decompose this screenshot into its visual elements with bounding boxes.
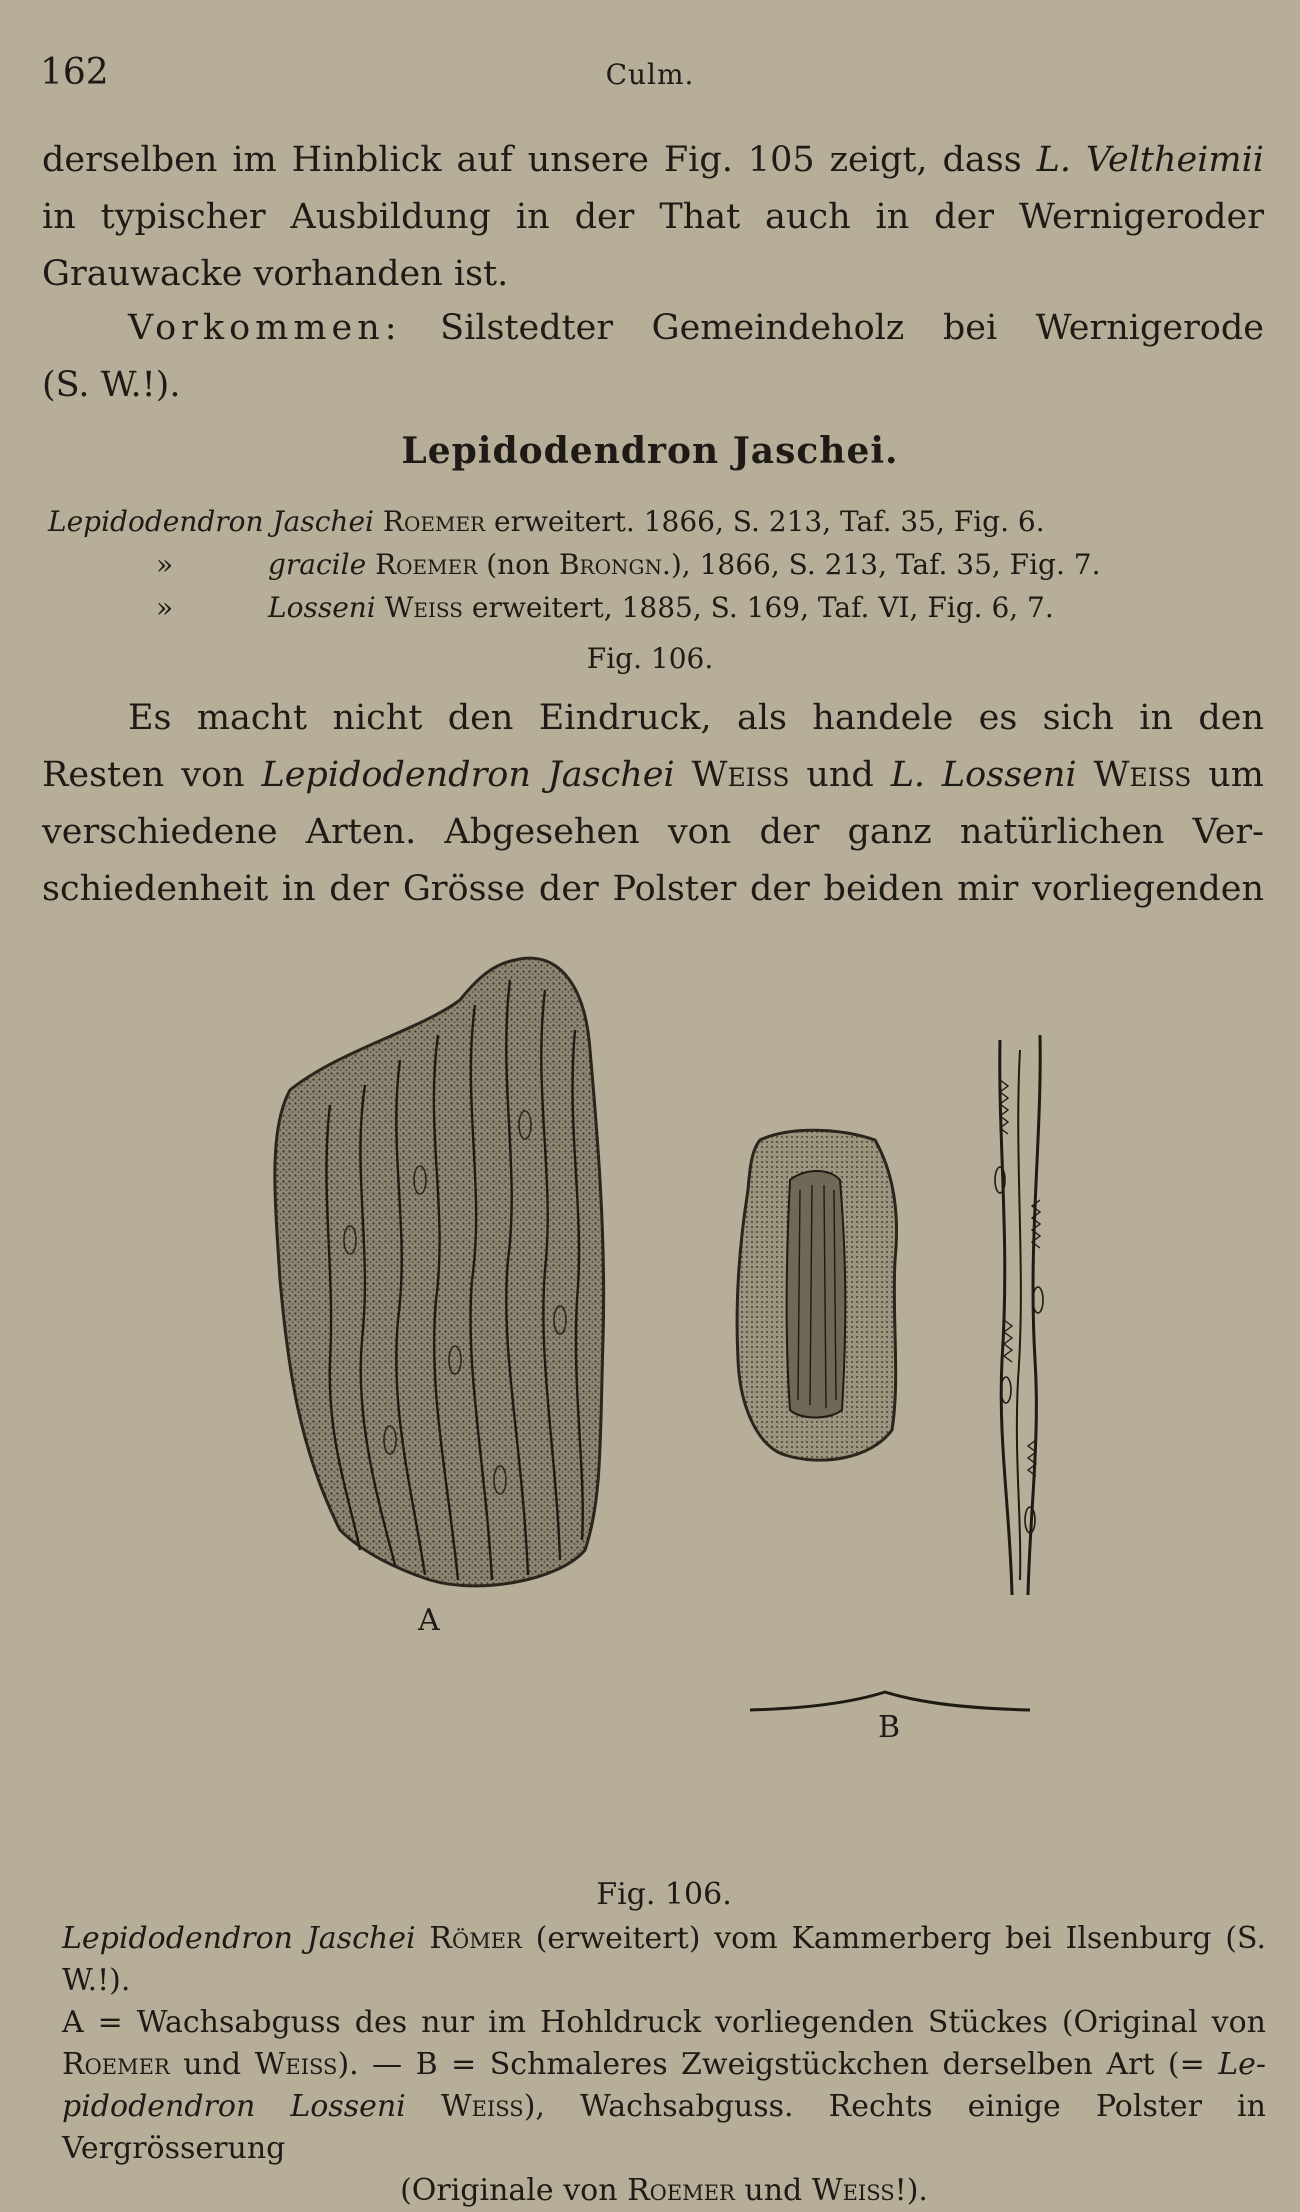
figure-drawing [0,940,1300,1820]
text-line: Vorkommen: Silstedter Gemeindeholz bei Wernigerode [128,308,1264,348]
caption-line: pidodendron Losseni Weiss), Wachsabguss. Rechts einige Polster in Vergrösserung [62,2089,1266,2166]
enlarged-cushions [995,1035,1043,1595]
figure-reference: Fig. 106. [586,642,714,675]
text-line: Es macht nicht den Eindruck, als handele es sich in den [128,698,1264,738]
caption-line: Lepidodendron Jaschei Römer (erweitert) vom Kammerberg bei Ilsenburg (S. W.!). [62,1921,1267,1998]
specimen-b [737,1130,896,1460]
page-header [40,52,1260,102]
page-number: 162 [40,52,109,93]
synonym-line: » gracile Roemer (non Brongn.), 1866, S. 213, Taf. 35, Fig. 7. [156,548,1101,581]
text-line: verschiedene Arten. Abgesehen von der ganz natürlichen Ver- [42,812,1264,852]
text-line: Grauwacke vorhanden ist. [42,254,509,294]
caption-line: (Originale von Roemer und Weiss!). [400,2173,928,2208]
paragraph-continuation [42,132,1264,303]
text-line: Resten von Lepidodendron Jaschei Weiss und L. Losseni Weiss um [42,755,1264,795]
brace-b [750,1692,1030,1710]
caption-line: Roemer und Weiss). — B = Schmaleres Zweigstückchen derselben Art (= Le- [62,2047,1266,2082]
synonym-line: Lepidodendron Jaschei Roemer erweitert. 1866, S. 213, Taf. 35, Fig. 6. [48,505,1045,538]
text-line: derselben im Hinblick auf unsere Fig. 105 zeigt, dass L. Veltheimii [42,140,1264,180]
species-heading: Lepidodendron Jaschei. [401,430,899,472]
text-line: (S. W.!). [42,365,181,405]
running-head: Culm. [605,58,695,91]
caption-line: A = Wachsabguss des nur im Hohldruck vorliegenden Stückes (Original von [62,2005,1266,2040]
caption-title: Fig. 106. [596,1877,732,1912]
label-b: B [878,1710,901,1745]
specimen-a [275,958,604,1586]
label-a: A [418,1603,440,1638]
synonym-line: » Losseni Weiss erweitert, 1885, S. 169, Taf. VI, Fig. 6, 7. [156,591,1054,624]
figure-caption [62,1874,1266,2212]
paragraph-main [42,690,1264,918]
occurrence-paragraph [42,300,1264,414]
fossil-illustration [0,940,1300,1820]
text-line: in typischer Ausbildung in der That auch in der Wernigeroder [42,197,1264,237]
occurrence-label: Vorkommen: [128,308,402,348]
text-line: schiedenheit in der Grösse der Polster der beiden mir vorliegenden [42,869,1264,909]
